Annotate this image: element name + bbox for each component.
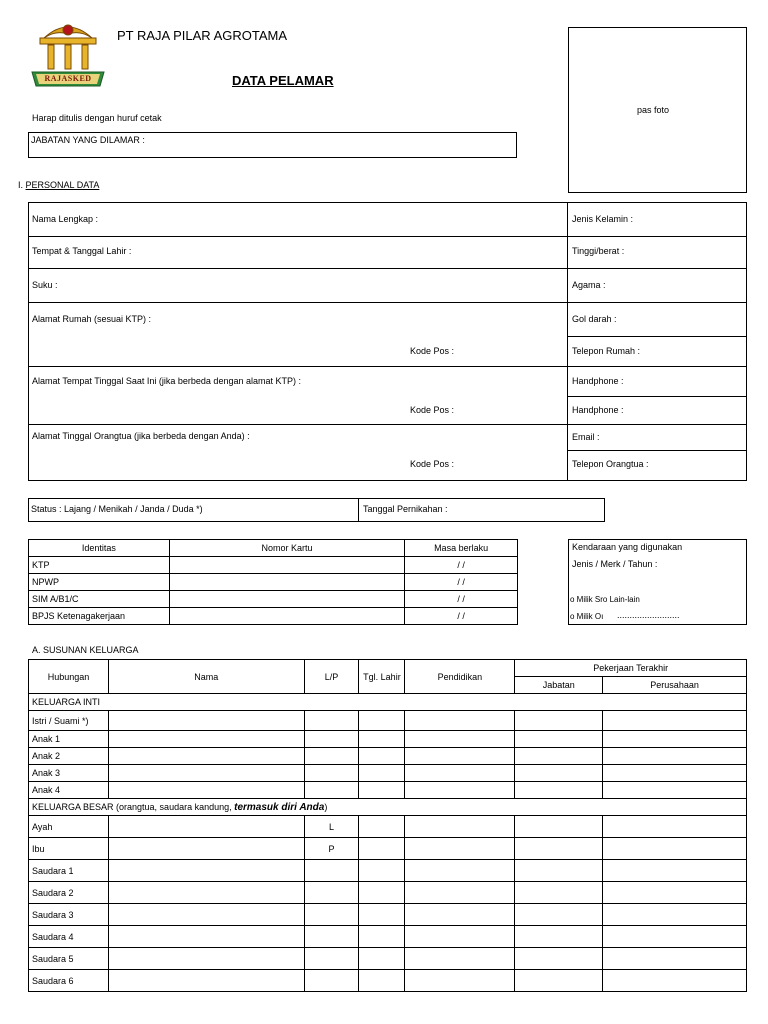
family-group-row [29,799,747,816]
name-cell[interactable] [108,748,304,765]
dob-cell[interactable] [359,711,405,731]
vehicle-title: Kendaraan yang digunakan [572,542,683,552]
relation-cell: Saudara 6 [29,970,109,992]
validity-cell[interactable]: / / [405,591,518,608]
relation-cell: Saudara 5 [29,948,109,970]
family-row [29,731,747,748]
dob-cell[interactable] [359,748,405,765]
education-cell[interactable] [405,926,515,948]
job-company-cell[interactable] [603,782,747,799]
email-label[interactable]: Email : [572,432,600,442]
vehicle-other-option[interactable]: o Milik Oı [570,612,604,621]
row-line [28,302,747,303]
identity-table [28,539,518,625]
full-name-label[interactable]: Nama Lengkap : [32,214,99,224]
name-cell[interactable] [108,970,304,992]
row-line [567,336,747,337]
vehicle-other-dots: ......................... [617,610,680,620]
dob-cell[interactable] [359,816,405,838]
family-row [29,970,747,992]
card-number-header: Nomor Kartu [169,540,404,557]
marriage-date-field[interactable] [358,498,605,522]
last-job-header: Pekerjaan Terakhir [515,660,747,677]
height-weight-label[interactable]: Tinggi/berat : [572,246,625,256]
education-cell[interactable] [405,904,515,926]
position-applied-field[interactable] [28,132,517,158]
job-company-cell[interactable] [603,860,747,882]
job-position-cell[interactable] [515,860,603,882]
vehicle-box[interactable] [568,539,747,625]
identity-row [29,591,518,608]
job-position-cell[interactable] [515,970,603,992]
job-position-cell[interactable] [515,904,603,926]
gender-cell[interactable] [304,882,359,904]
extended-family-prefix: KELUARGA BESAR (orangtua, saudara kandung, [32,801,235,812]
name-cell[interactable] [108,838,304,860]
name-cell[interactable] [108,860,304,882]
dob-cell[interactable] [359,860,405,882]
extended-family-emphasis: termasuk diri Anda [234,801,325,813]
family-row [29,782,747,799]
vehicle-type-label: Jenis / Merk / Tahun : [572,559,658,569]
blood-type-label[interactable]: Gol darah : [572,314,617,324]
family-row [29,860,747,882]
marital-status-field[interactable] [28,498,359,522]
relation-cell: Anak 3 [29,765,109,782]
photo-box[interactable] [568,27,747,193]
dob-cell[interactable] [359,838,405,860]
education-cell[interactable] [405,882,515,904]
job-position-cell[interactable] [515,926,603,948]
identity-header: Identitas [29,540,170,557]
relation-cell: Istri / Suami *) [29,711,109,731]
relation-cell: Saudara 3 [29,904,109,926]
core-family-label: KELUARGA INTI [29,694,747,711]
family-row [29,765,747,782]
position-applied-label: JABATAN YANG DILAMAR : [31,135,145,145]
family-row [29,838,747,860]
identity-name: KTP [29,557,170,574]
job-company-cell[interactable] [603,948,747,970]
job-position-cell[interactable] [515,782,603,799]
handphone-2-label[interactable]: Handphone : [572,405,624,415]
job-position-cell[interactable] [515,816,603,838]
family-row [29,711,747,731]
validity-cell[interactable]: / / [405,574,518,591]
gender-cell[interactable] [304,765,359,782]
row-line [567,450,747,451]
card-number-cell[interactable] [169,591,404,608]
extended-family-label [29,799,747,816]
job-position-cell[interactable] [515,748,603,765]
dob-cell[interactable] [359,765,405,782]
parents-phone-label[interactable]: Telepon Orangtua : [572,459,649,469]
education-cell[interactable] [405,711,515,731]
education-cell[interactable] [405,948,515,970]
dob-cell[interactable] [359,904,405,926]
education-cell[interactable] [405,838,515,860]
row-line [28,366,747,367]
validity-cell[interactable]: / / [405,608,518,625]
name-cell[interactable] [108,765,304,782]
parents-postcode-label[interactable]: Kode Pos : [410,459,455,469]
dob-cell[interactable] [359,926,405,948]
name-cell[interactable] [108,948,304,970]
row-line [28,268,747,269]
company-name: PT RAJA PILAR AGROTAMA [117,28,288,43]
row-line [28,236,747,237]
handphone-label[interactable]: Handphone : [572,376,624,386]
home-postcode-label[interactable]: Kode Pos : [410,346,455,356]
name-header: Nama [108,660,304,694]
validity-cell[interactable]: / / [405,557,518,574]
job-company-cell[interactable] [603,926,747,948]
identity-name: SIM A/B1/C [29,591,170,608]
identity-name: BPJS Ketenagakerjaan [29,608,170,625]
validity-header: Masa berlaku [405,540,518,557]
religion-label[interactable]: Agama : [572,280,606,290]
personal-section-heading [18,180,99,191]
gender-cell[interactable] [304,904,359,926]
job-company-cell[interactable] [603,838,747,860]
current-postcode-label[interactable]: Kode Pos : [410,405,455,415]
family-header-row [29,660,747,677]
logo-text: RAJASKED [44,74,92,83]
dob-cell[interactable] [359,948,405,970]
instruction-text: Harap ditulis dengan huruf cetak [32,113,162,123]
marriage-date-label: Tanggal Pernikahan : [363,504,448,514]
card-number-cell[interactable] [169,557,404,574]
job-position-header: Jabatan [515,677,603,694]
name-cell[interactable] [108,882,304,904]
home-address-label[interactable]: Alamat Rumah (sesuai KTP) : [32,314,152,324]
name-cell[interactable] [108,731,304,748]
gender-cell[interactable] [304,711,359,731]
job-company-cell[interactable] [603,765,747,782]
identity-row [29,557,518,574]
identity-name: NPWP [29,574,170,591]
name-cell[interactable] [108,782,304,799]
relation-cell: Anak 4 [29,782,109,799]
gender-cell[interactable] [304,731,359,748]
current-address-label[interactable]: Alamat Tempat Tinggal Saat Ini (jika berbeda dengan alamat KTP) : [32,376,301,386]
relation-cell: Saudara 2 [29,882,109,904]
relation-cell: Saudara 4 [29,926,109,948]
relation-cell: Anak 2 [29,748,109,765]
relation-header: Hubungan [29,660,109,694]
marital-status-label: Status : Lajang / Menikah / Janda / Duda *) [31,504,203,514]
family-section-title: A. SUSUNAN KELUARGA [32,645,139,655]
dob-header: Tgl. Lahir [359,660,405,694]
row-line [28,424,747,425]
gender-cell[interactable] [304,782,359,799]
job-company-cell[interactable] [603,748,747,765]
family-group-row [29,694,747,711]
card-number-cell[interactable] [169,574,404,591]
relation-cell: Saudara 1 [29,860,109,882]
job-position-cell[interactable] [515,711,603,731]
education-cell[interactable] [405,782,515,799]
job-company-header: Perusahaan [603,677,747,694]
job-position-cell[interactable] [515,882,603,904]
job-company-cell[interactable] [603,816,747,838]
extended-family-suffix: ) [324,801,328,812]
form-title: DATA PELAMAR [232,73,334,88]
job-position-cell[interactable] [515,765,603,782]
personal-section-title: PERSONAL DATA [25,180,100,190]
education-cell[interactable] [405,860,515,882]
job-position-cell[interactable] [515,731,603,748]
family-table [28,659,747,992]
education-cell[interactable] [405,748,515,765]
education-cell[interactable] [405,970,515,992]
job-company-cell[interactable] [603,970,747,992]
family-row [29,904,747,926]
family-row [29,948,747,970]
education-cell[interactable] [405,765,515,782]
identity-row [29,608,518,625]
card-number-cell[interactable] [169,608,404,625]
gender-header: L/P [304,660,359,694]
education-header: Pendidikan [405,660,515,694]
job-company-cell[interactable] [603,882,747,904]
gender-cell[interactable]: P [304,838,359,860]
job-position-cell[interactable] [515,838,603,860]
dob-cell[interactable] [359,782,405,799]
personal-divider [567,202,568,481]
family-row [29,816,747,838]
relation-cell: Anak 1 [29,731,109,748]
home-phone-label[interactable]: Telepon Rumah : [572,346,641,356]
dob-cell[interactable] [359,970,405,992]
education-cell[interactable] [405,731,515,748]
job-company-cell[interactable] [603,904,747,926]
relation-cell: Ayah [29,816,109,838]
gender-cell[interactable] [304,748,359,765]
gender-label[interactable]: Jenis Kelamin : [572,214,634,224]
family-row [29,748,747,765]
vehicle-own-option[interactable]: o Milik Sro Lain-lain [570,595,640,604]
dob-cell[interactable] [359,731,405,748]
identity-header-row [29,540,518,557]
personal-section-prefix: I. [18,180,24,190]
job-company-cell[interactable] [603,731,747,748]
name-cell[interactable] [108,711,304,731]
name-cell[interactable] [108,904,304,926]
job-company-cell[interactable] [603,711,747,731]
name-cell[interactable] [108,816,304,838]
name-cell[interactable] [108,926,304,948]
family-row [29,926,747,948]
job-position-cell[interactable] [515,948,603,970]
education-cell[interactable] [405,816,515,838]
gender-cell[interactable] [304,860,359,882]
ethnicity-label[interactable]: Suku : [32,280,58,290]
row-line [567,396,747,397]
gender-cell[interactable] [304,948,359,970]
gender-cell[interactable]: L [304,816,359,838]
identity-row [29,574,518,591]
birth-place-date-label[interactable]: Tempat & Tanggal Lahir : [32,246,132,256]
parents-address-label[interactable]: Alamat Tinggal Orangtua (jika berbeda dengan Anda) : [32,431,250,441]
dob-cell[interactable] [359,882,405,904]
gender-cell[interactable] [304,970,359,992]
photo-label: pas foto [637,105,670,115]
gender-cell[interactable] [304,926,359,948]
company-logo [30,20,106,90]
relation-cell: Ibu [29,838,109,860]
family-row [29,882,747,904]
